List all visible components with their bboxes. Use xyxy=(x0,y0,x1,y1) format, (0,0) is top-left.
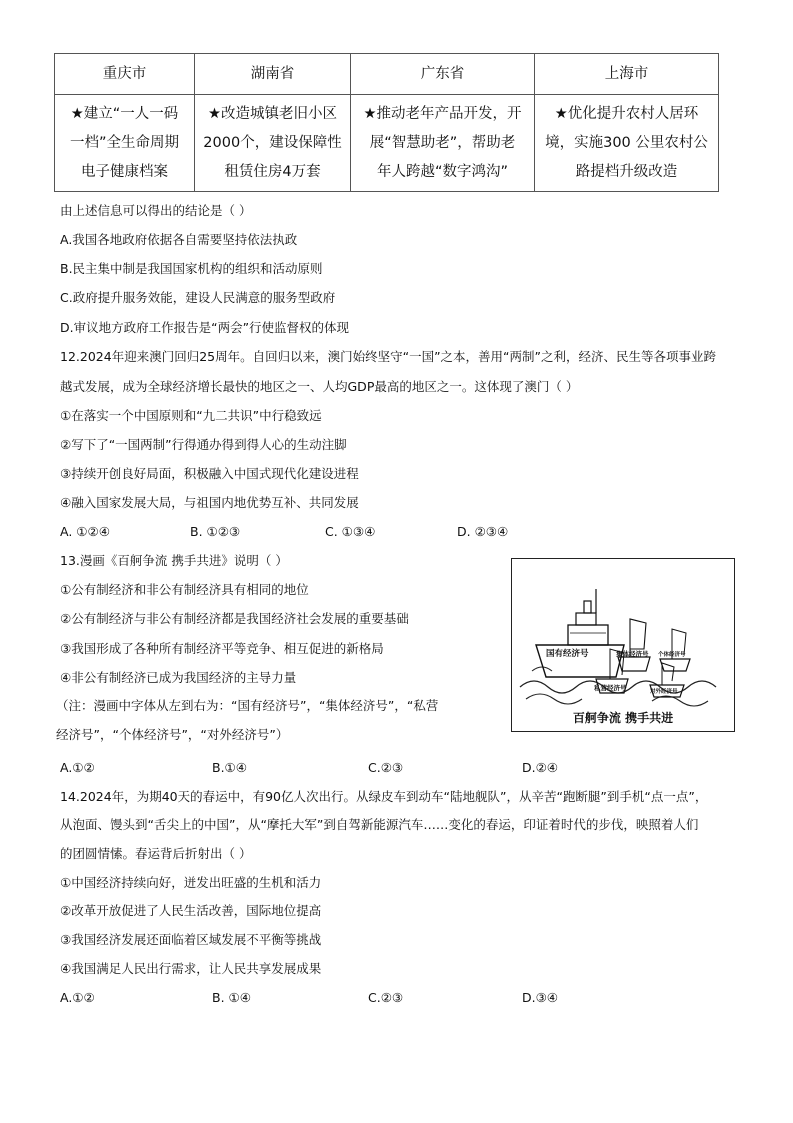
q12-item: ④融入国家发展大局，与祖国内地优势互补、共同发展 xyxy=(60,495,359,510)
q14-option-b[interactable]: B. ①④ xyxy=(212,990,251,1005)
table-header-cell: 广东省 xyxy=(351,54,535,95)
cell-line: 一档”全生命周期 xyxy=(69,134,179,151)
table-header-cell: 上海市 xyxy=(535,54,719,95)
q11-stem: 由上述信息可以得出的结论是（ ） xyxy=(60,203,252,218)
q12-item: ②写下了“一国两制”行得通办得到得人心的生动注脚 xyxy=(60,437,347,452)
cartoon-figure xyxy=(511,558,735,732)
q14-item: ②改革开放促进了人民生活改善，国际地位提高 xyxy=(60,903,322,918)
table-header-row xyxy=(55,54,719,95)
q13-item: ①公有制经济和非公有制经济具有相同的地位 xyxy=(60,582,309,597)
table-header-cell: 重庆市 xyxy=(55,54,195,95)
cell-line: 2000个，建设保障性 xyxy=(203,134,342,151)
q14-stem-line2: 从泡面、馒头到“舌尖上的中国”，从“摩托大军”到自驾新能源汽车……变化的春运，印证着时代的步伐，映照着人们 xyxy=(60,817,699,832)
province-table xyxy=(54,53,719,192)
q14-stem-line1: 14.2024年，为期40天的春运中，有90亿人次出行。从绿皮车到动车“陆地舰队”，从辛苦“跑断腿”到手机“点一点”， xyxy=(60,789,708,804)
q13-item: ④非公有制经济已成为我国经济的主导力量 xyxy=(60,670,297,685)
cell-line: 路提档升级改造 xyxy=(575,163,678,180)
table-cell xyxy=(195,95,351,192)
q14-option-c[interactable]: C.②③ xyxy=(368,990,404,1005)
q12-option-d[interactable]: D. ②③④ xyxy=(457,524,509,539)
q13-stem: 13.漫画《百舸争流 携手共进》说明（ ） xyxy=(60,553,288,568)
q14-option-a[interactable]: A.①② xyxy=(60,990,95,1005)
q12-item: ③持续开创良好局面，积极融入中国式现代化建设进程 xyxy=(60,466,359,481)
table-header-cell: 湖南省 xyxy=(195,54,351,95)
q12-option-b[interactable]: B. ①②③ xyxy=(190,524,241,539)
ship-label-collective: 集体经济号 xyxy=(616,650,649,658)
cell-line: 展“智慧助老”，帮助老 xyxy=(369,134,516,151)
ship-label-individual: 个体经济号 xyxy=(658,652,686,658)
cartoon-title: 百舸争流 携手共进 xyxy=(572,711,674,725)
ship-label-private: 私营经济号 xyxy=(594,684,627,692)
table-cell xyxy=(351,95,535,192)
q12-item: ①在落实一个中国原则和“九二共识”中行稳致远 xyxy=(60,408,322,423)
cell-line: 租赁住房4万套 xyxy=(224,163,321,180)
table-row xyxy=(55,95,719,192)
cell-line: 电子健康档案 xyxy=(81,163,168,180)
q13-note-line2: 经济号”，“个体经济号”，“对外经济号”） xyxy=(56,727,289,742)
q13-option-c[interactable]: C.②③ xyxy=(368,760,404,775)
q14-item: ①中国经济持续向好，迸发出旺盛的生机和活力 xyxy=(60,875,322,890)
q11-option-a[interactable]: A.我国各地政府依据各自需要坚持依法执政 xyxy=(60,232,298,247)
cell-line: ★建立“一人一码 xyxy=(70,105,179,122)
q13-option-d[interactable]: D.②④ xyxy=(522,760,559,775)
q13-item: ②公有制经济与非公有制经济都是我国经济社会发展的重要基础 xyxy=(60,611,409,626)
cell-line: 境，实施300 公里农村公 xyxy=(545,134,708,151)
q12-option-c[interactable]: C. ①③④ xyxy=(325,524,376,539)
q14-stem-line3: 的团圆情愫。春运背后折射出（ ） xyxy=(60,846,252,861)
cell-line: ★优化提升农村人居环 xyxy=(554,105,699,122)
cell-line: 年人跨越“数字鸿沟” xyxy=(376,163,509,180)
q13-option-a[interactable]: A.①② xyxy=(60,760,95,775)
q13-note-line1: （注：漫画中字体从左到右为：“国有经济号”，“集体经济号”，“私营 xyxy=(56,698,439,713)
q14-option-d[interactable]: D.③④ xyxy=(522,990,559,1005)
q14-item: ③我国经济发展还面临着区域发展不平衡等挑战 xyxy=(60,932,322,947)
cell-line: ★改造城镇老旧小区 xyxy=(208,105,337,122)
q12-option-a[interactable]: A. ①②④ xyxy=(60,524,110,539)
table-cell xyxy=(535,95,719,192)
cartoon-drawing xyxy=(512,559,733,730)
q11-option-c[interactable]: C.政府提升服务效能，建设人民满意的服务型政府 xyxy=(60,290,336,305)
ship-label-state: 国有经济号 xyxy=(546,649,589,659)
q14-item: ④我国满足人民出行需求，让人民共享发展成果 xyxy=(60,961,322,976)
q13-item: ③我国形成了各种所有制经济平等竞争、相互促进的新格局 xyxy=(60,641,384,656)
q11-option-b[interactable]: B.民主集中制是我国国家机构的组织和活动原则 xyxy=(60,261,323,276)
q13-option-b[interactable]: B.①④ xyxy=(212,760,247,775)
q11-option-d[interactable]: D.审议地方政府工作报告是“两会”行使监督权的体现 xyxy=(60,320,350,335)
q12-stem-line1: 12.2024年迎来澳门回归25周年。自回归以来，澳门始终坚守“一国”之本，善用“两制”之利，经济、民生等各项事业跨 xyxy=(60,349,717,364)
cell-line: ★推动老年产品开发，开 xyxy=(363,105,522,122)
ship-label-foreign: 对外经济号 xyxy=(650,689,678,695)
table-cell xyxy=(55,95,195,192)
q12-stem-line2: 越式发展，成为全球经济增长最快的地区之一、人均GDP最高的地区之一。这体现了澳门（ ） xyxy=(60,379,579,394)
